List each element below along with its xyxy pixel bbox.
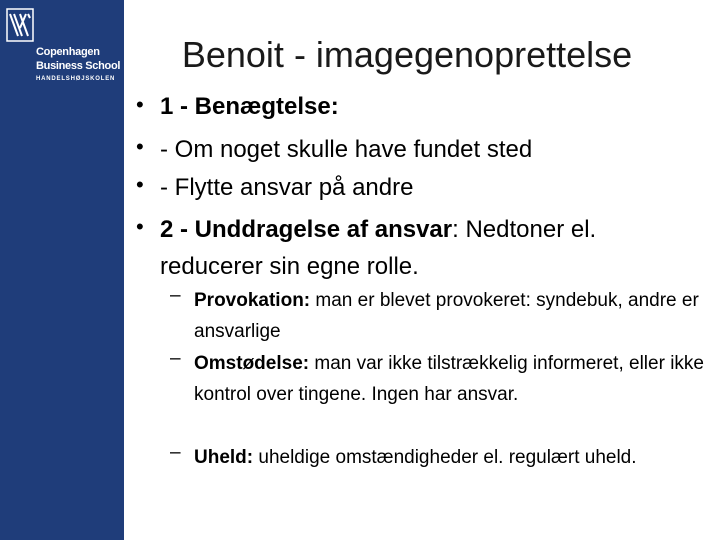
sub-bullet-bold: Omstødelse:	[194, 353, 310, 374]
bullet-item	[160, 88, 700, 125]
logo-text-line-2: Business School	[36, 60, 121, 72]
bullet-symbol: •	[136, 172, 144, 197]
sub-bullet-text: uheldige omstændigheder el. regulært uheld.	[253, 447, 637, 468]
bullet-symbol: •	[136, 134, 144, 159]
bullet-text: - Om noget skulle have fundet sted	[160, 136, 533, 163]
sub-bullet-bold: Uheld:	[194, 447, 254, 468]
logo-text-line-1: Copenhagen	[36, 46, 100, 58]
slide-title: Benoit - imagegenoprettelse	[181, 34, 633, 75]
sidebar	[0, 0, 124, 540]
sub-bullet-text: man er blevet provokeret: syndebuk, andre er ansvarlige	[194, 290, 699, 342]
sub-bullet-item	[194, 285, 704, 347]
sub-bullet-symbol: –	[170, 442, 181, 463]
bullet-item	[160, 211, 700, 285]
logo-text-line-3: HANDELSHØJSKOLEN	[36, 76, 116, 82]
sub-bullet-item	[194, 442, 704, 473]
sub-bullet-bold: Provokation:	[194, 290, 311, 311]
bullet-text: : Nedtoner el. reducerer sin egne rolle.	[160, 216, 597, 280]
bullet-symbol: •	[136, 214, 144, 239]
bullet-item	[160, 169, 700, 206]
bullet-bold: 1 - Benægtelse:	[160, 93, 339, 120]
cbs-logo	[6, 8, 120, 90]
sub-bullet-symbol: –	[170, 285, 181, 306]
logo-mark-icon	[6, 8, 34, 42]
bullet-bold: 2 - Unddragelse af ansvar	[160, 216, 453, 243]
bullet-item	[160, 131, 700, 168]
sub-bullet-symbol: –	[170, 348, 181, 369]
sub-bullet-text: man var ikke tilstrækkelig informeret, eller ikke kontrol over tingene. Ingen har ansvar.	[194, 353, 704, 405]
bullet-symbol: •	[136, 92, 144, 117]
bullet-text: - Flytte ansvar på andre	[160, 174, 414, 201]
sub-bullet-item	[194, 348, 704, 410]
